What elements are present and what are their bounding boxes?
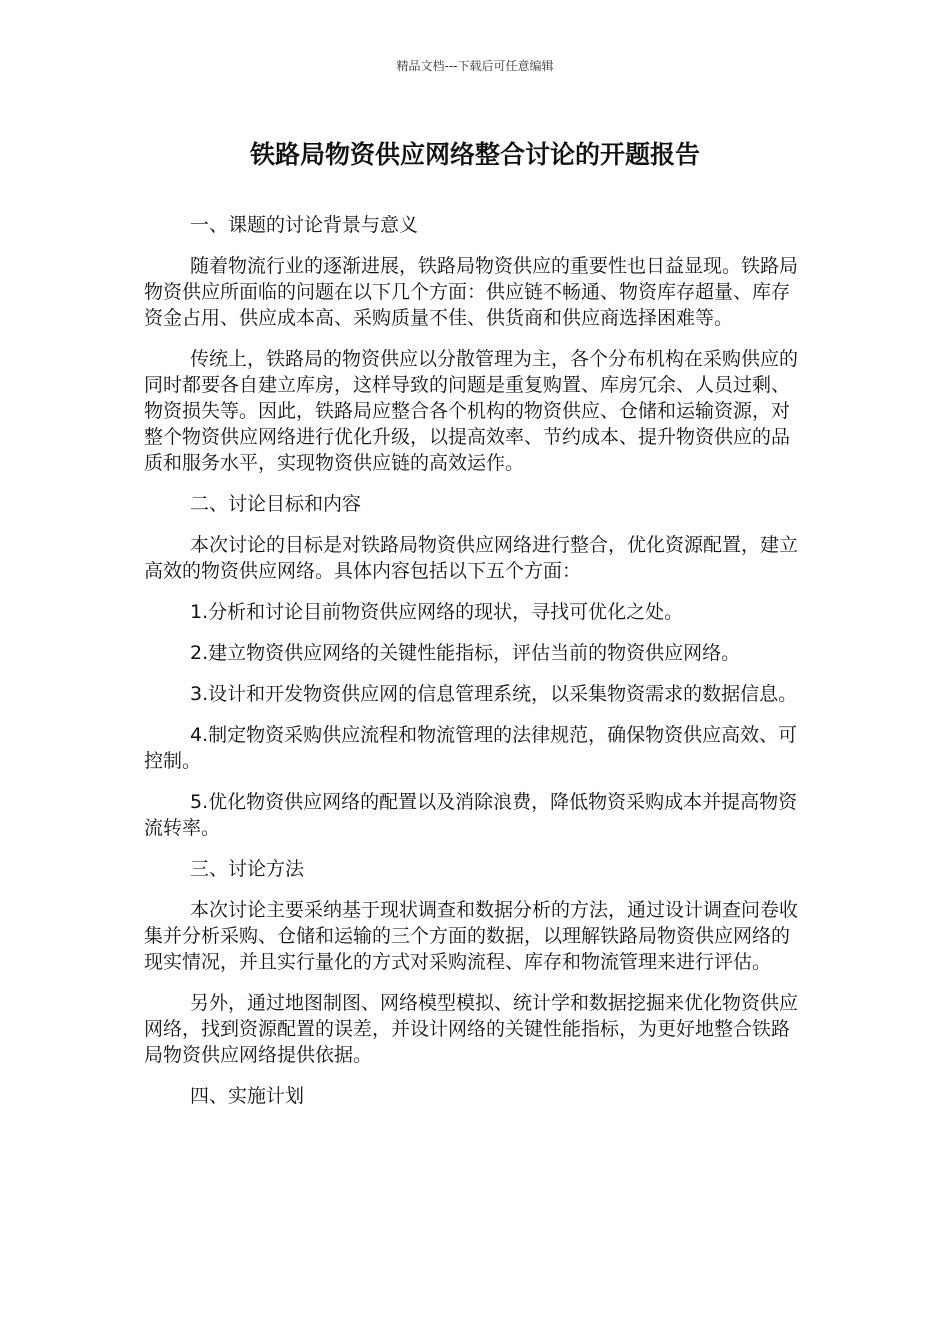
section-heading-plan: 四、实施计划	[190, 1085, 305, 1107]
list-item: 5.优化物资供应网络的配置以及消除浪费，降低物资采购成本并提高物资流转率。	[144, 791, 798, 839]
list-item: 1.分析和讨论目前物资供应网络的现状，寻找可优化之处。	[190, 601, 684, 623]
section-heading-goals: 二、讨论目标和内容	[190, 493, 362, 515]
section-heading-methods: 三、讨论方法	[190, 858, 305, 880]
paragraph: 传统上，铁路局的物资供应以分散管理为主，各个分布机构在采购供应的同时都要各自建立库房，这样导致的问题是重复购置、库房冗余、人员过剩、物资损失等。因此，铁路局应整合各个机构的物资供应、仓储和运输资源，对整个物资供应网络进行优化升级，以提高效率、节约成本、提升物资供应的品质和服务水平，实现物资供应链的高效运作。	[144, 348, 799, 474]
list-item: 4.制定物资采购供应流程和物流管理的法律规范，确保物资供应高效、可控制。	[144, 724, 798, 772]
paragraph: 本次讨论主要采纳基于现状调查和数据分析的方法，通过设计调查问卷收集并分析采购、仓储和运输的三个方面的数据，以理解铁路局物资供应网络的现实情况，并且实行量化的方式对采购流程、库存和物流管理来进行评估。	[144, 899, 799, 973]
header-note: 精品文档---下载后可任意编辑	[396, 59, 554, 73]
paragraph: 另外，通过地图制图、网络模型模拟、统计学和数据挖掘来优化物资供应网络，找到资源配置的误差，并设计网络的关键性能指标，为更好地整合铁路局物资供应网络提供依据。	[144, 992, 799, 1066]
document-body	[144, 212, 806, 1124]
document-title: 铁路局物资供应网络整合讨论的开题报告	[249, 140, 700, 169]
paragraph: 随着物流行业的逐渐进展，铁路局物资供应的重要性也日益显现。铁路局物资供应所面临的问题在以下几个方面：供应链不畅通、物资库存超量、库存资金占用、供应成本高、采购质量不佳、供货商和供应商选择困难等。	[144, 255, 799, 329]
section-heading-background: 一、课题的讨论背景与意义	[190, 214, 419, 236]
paragraph: 本次讨论的目标是对铁路局物资供应网络进行整合，优化资源配置，建立高效的物资供应网络。具体内容包括以下五个方面：	[144, 534, 799, 582]
list-item: 2.建立物资供应网络的关键性能指标，评估当前的物资供应网络。	[190, 642, 741, 664]
list-item: 3.设计和开发物资供应网的信息管理系统，以采集物资需求的数据信息。	[190, 683, 798, 705]
